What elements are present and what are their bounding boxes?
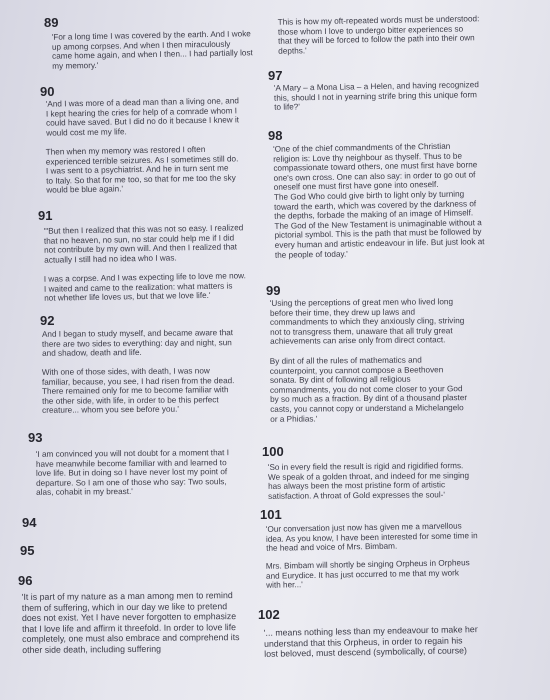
section-number-96: 96 [18, 573, 33, 588]
section-number-91: 91 [38, 208, 53, 223]
section-number-99: 99 [266, 283, 281, 298]
continued-intro-text: This is how my oft-repeated words must be understood: those whom I love to undergo bitter experiences so that they will be forced to follow the path into their own depths.' [277, 14, 480, 56]
section-102-text: '... means nothing less than my endeavour to make her understand that this Orpheus, in order to regain his lost beloved, must descend (symbolically, of course) [263, 624, 478, 659]
section-91-text-2: I was a corpse. And I was expecting life to love me now. I waited and came to the realization: what matters is not whether life loves us, but that we love life.' [43, 271, 246, 303]
section-number-101: 101 [260, 507, 282, 522]
section-number-90: 90 [40, 84, 55, 99]
section-101-text-1: 'Our conversation just now has given me a marvellous idea. As you know, I have been interested for some time in the head and voice of Mrs. Bimbam. [265, 521, 478, 554]
section-96-text: 'It is part of my nature as a man among men to remind them of suffering, which in our day we like to pretend does not exist. Yet I have never forgotten to emphasize that I love life and affirm it threefold. In order to love life completely, one must also embrace and comprehend its other side death, including suffering [21, 590, 240, 655]
section-92-text-2: With one of those sides, with death, I was now familiar, because, you see, I had risen from the dead. There remained only for me to become familiar with the other side, with life, in order to be this perfect creature... whom you see before you.' [41, 366, 235, 416]
section-number-102: 102 [258, 607, 280, 622]
section-91-text-1: '"But then I realized that this was not so easy. I realized that no heaven, no sun, no star could help me if I did not contribute by my own will. And then I realized that actually I still had no idea who I was. [43, 223, 244, 265]
section-number-95: 95 [20, 543, 35, 558]
section-90-text-2: Then when my memory was restored I often experienced terrible seizures. As I sometimes still do. I was sent to a psychiatrist. And he in turn sent me to Italy. So that for me too, so that for me too the sky would be blue again.' [45, 144, 239, 196]
section-90-text-1: 'And I was more of a dead man than a living one, and I kept hearing the cries for help of a comrade whom I could have saved. But I did no do it because I knew it would cost me my life. [45, 96, 240, 138]
section-99-text-1: 'Using the perceptions of great men who lived long before their time, they drew up laws and commandments to which they anxiously cling, striving not to transgress them, unaware that all truly great achievements can arise only from direct contact. [269, 297, 465, 347]
section-89-text: 'For a long time I was covered by the earth. And I woke up among corpses. And when I then miraculously came home again, and when I then... I had partially lost my memory.' [51, 29, 253, 71]
section-92-text-1: And I began to study myself, and became aware that there are two sides to everything: day and night, sun and shadow, death and life. [41, 328, 234, 359]
section-number-98: 98 [268, 128, 283, 143]
section-97-text: 'A Mary – a Mona Lisa – a Helen, and having recognized this, should I not in yearning strife bring this unique form to life?' [273, 80, 479, 112]
section-number-92: 92 [40, 313, 55, 328]
section-101-text-2: Mrs. Bimbam will shortly be singing Orpheus in Orpheus and Eurydice. It has just occurred to me that my work with her...' [265, 558, 470, 590]
section-98-text: 'One of the chief commandments of the Christian religion is: Love thy neighbour as thyself. Thus to be compassionate toward others, one must first have borne one's own cross. One can also say: in order to go out of oneself one must first have gone into oneself. The God Who could give birth to light only by turning toward the earth, which was covered by the darkness of the depths, forbade the making of an image of Himself. The God of the New Testament is unimaginable without a pictorial symbol. This is the path that must be followed by every human and artistic endeavour in life. But just look at the people of today.' [273, 141, 485, 260]
section-number-100: 100 [262, 444, 284, 459]
section-number-97: 97 [268, 68, 283, 83]
section-93-text: 'I am convinced you will not doubt for a moment that I have meanwhile become familiar with and learned to love life. But in doing so I have never lost my point of departure. So I am one of those who say: Two souls, alas, cohabit in my breast.' [35, 448, 230, 498]
section-100-text: 'So in every field the result is rigid and rigidified forms. We speak of a golden throat, and indeed for me singing has always been the most pristine form of artistic satisfaction. A throat of Gold expresses the soul-' [267, 461, 470, 501]
section-99-text-2: By dint of all the rules of mathematics and counterpoint, you cannot compose a Beethoven sonata. By dint of following all religious commandments, you do not come closer to your God by so much as a fraction. By dint of a thousand plaster casts, you cannot copy or understand a Michelangelo or a Phidias.' [269, 355, 468, 424]
section-number-89: 89 [44, 15, 59, 30]
section-number-93: 93 [28, 430, 43, 445]
section-number-94: 94 [22, 515, 37, 530]
